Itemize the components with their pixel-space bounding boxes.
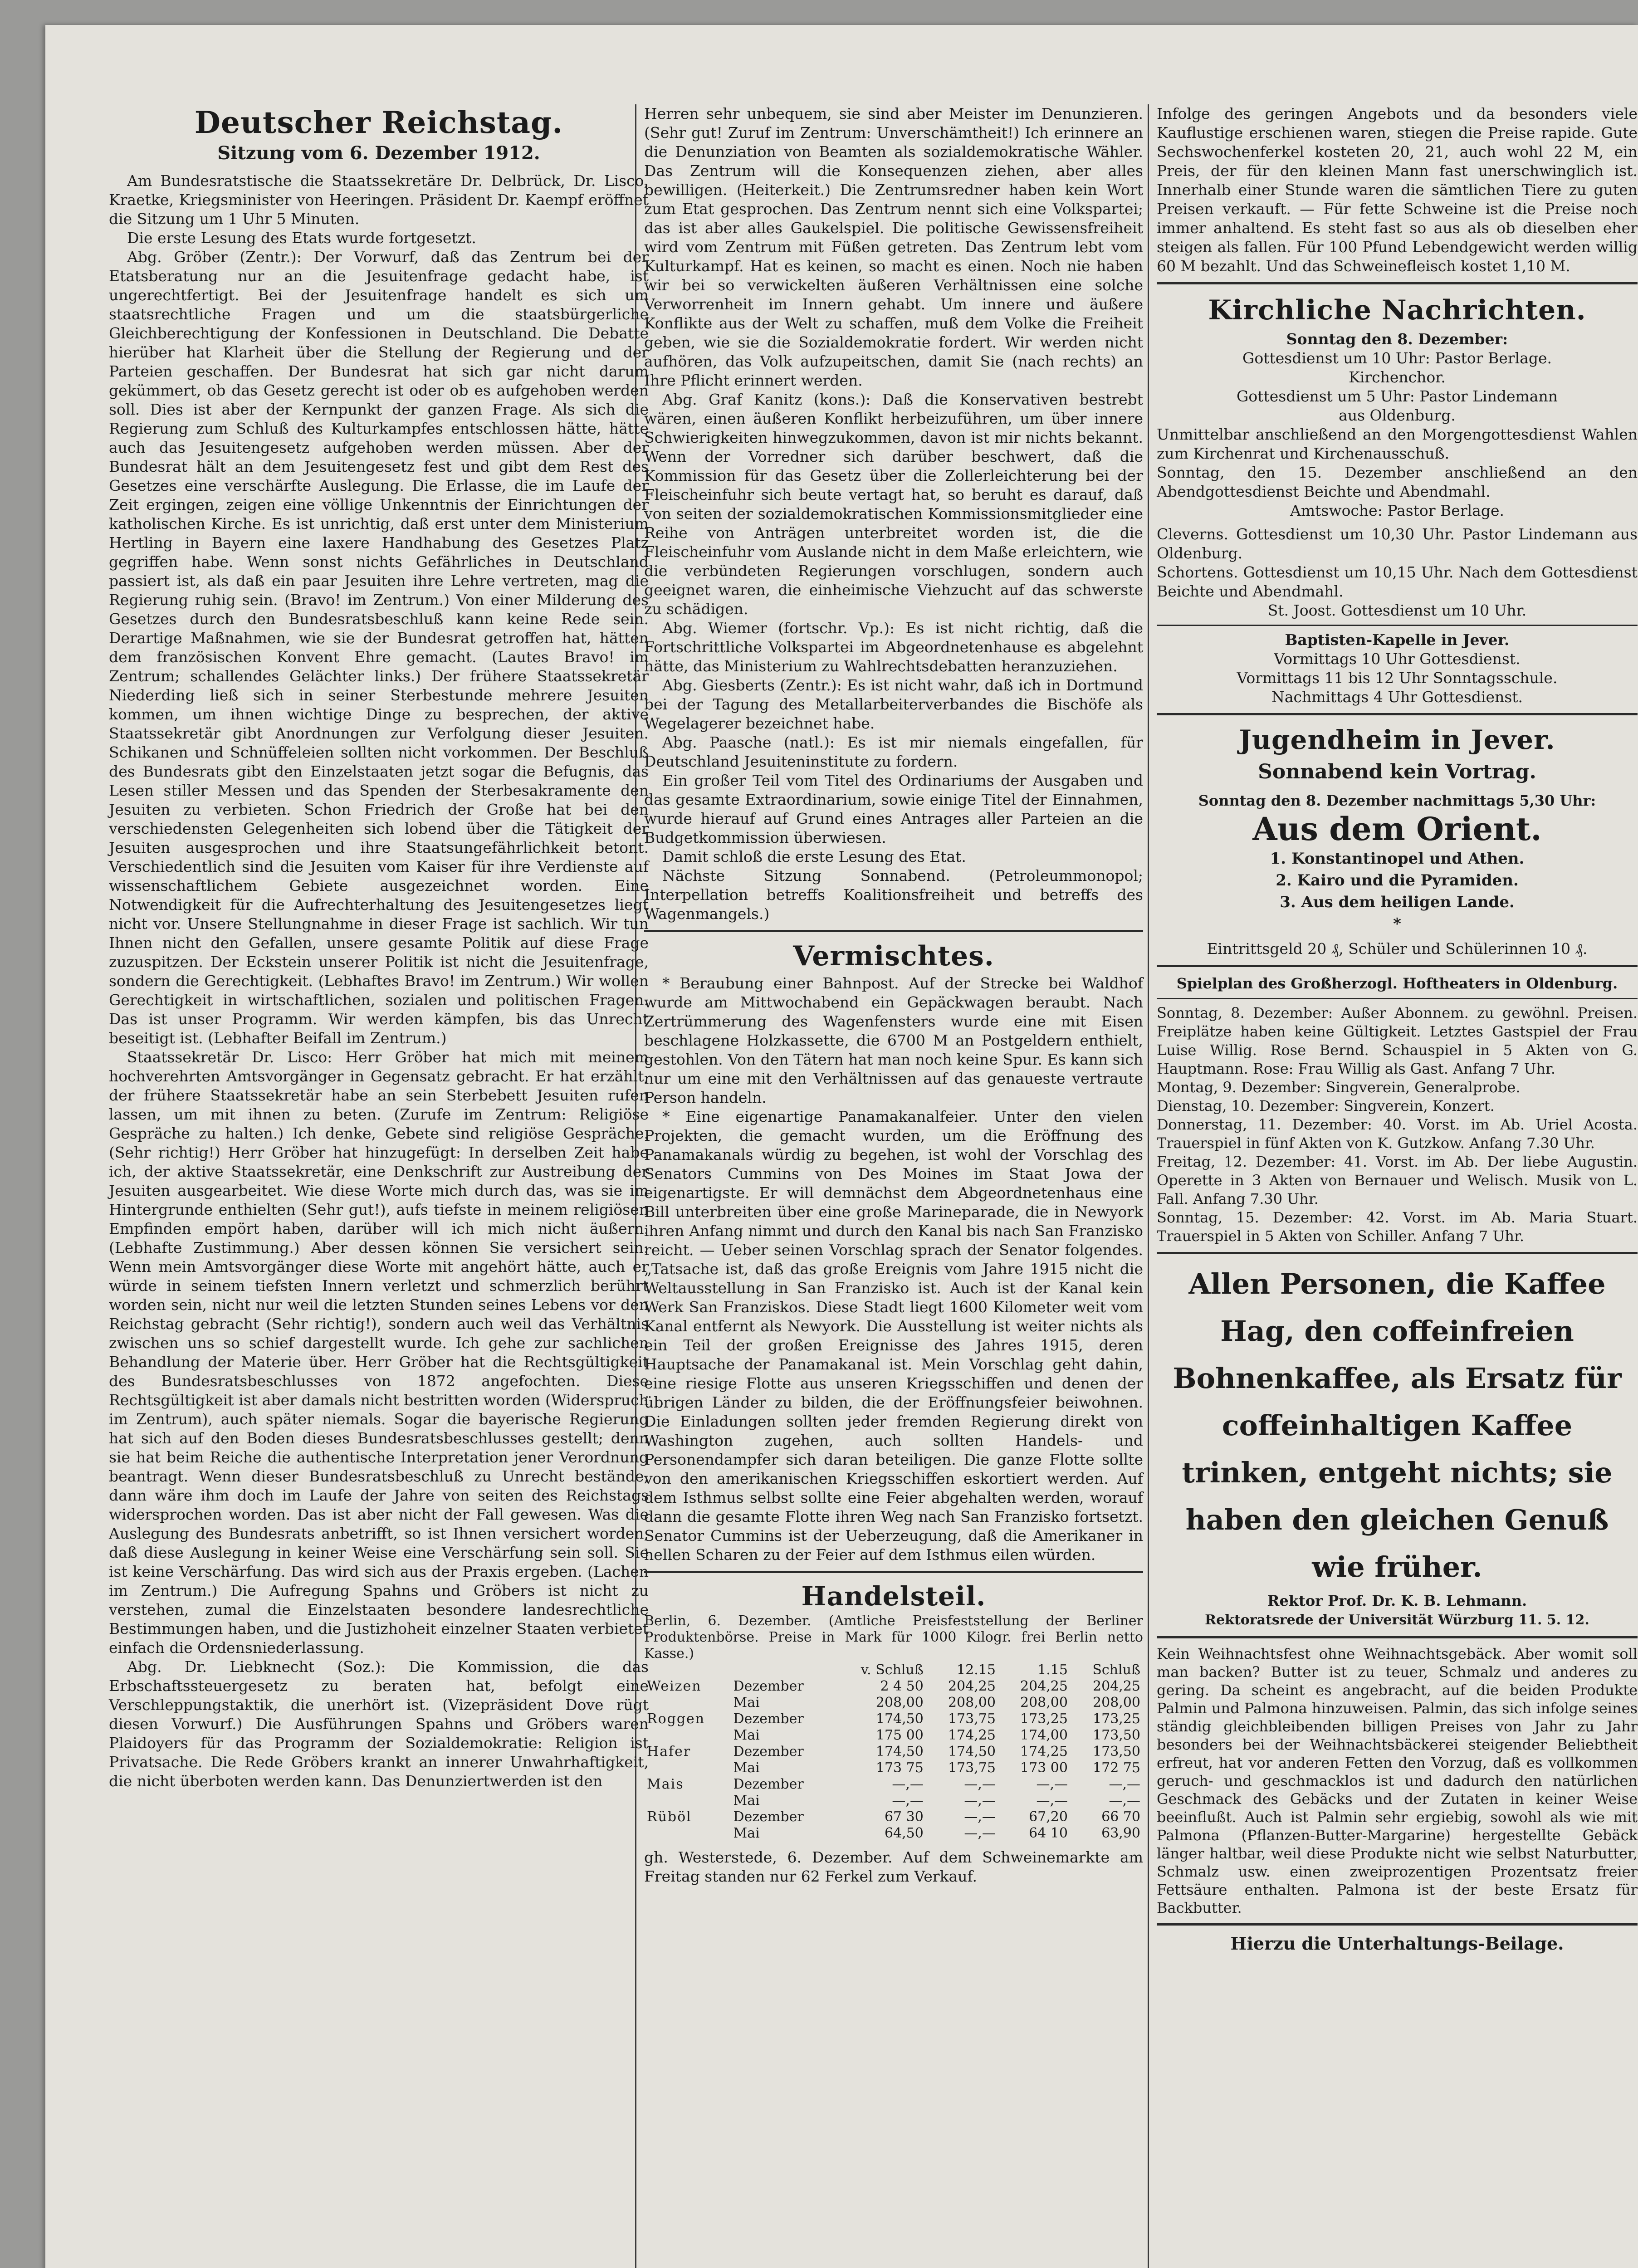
section-rule xyxy=(1157,1923,1638,1926)
section-rule xyxy=(1157,713,1638,715)
table-cell: Mai xyxy=(733,1727,760,1743)
table-cell: —,— xyxy=(964,1776,996,1792)
column-middle xyxy=(644,104,1143,1886)
paragraph: Am Bundesratstische die Staatssekretäre Dr. Delbrück, Dr. Lisco, Kraetke, Kriegsminister von Heeringen. Präsident Dr. Kaempf eröffnet die Sitzung um 1 Uhr 5 Minuten. xyxy=(109,172,649,228)
handel-intro: Berlin, 6. Dezember. (Amtliche Preisfeststellung der Berliner Produktenbörse. Preise in Mark für 1000 Kilogr. frei Berlin netto Kasse.) xyxy=(644,1613,1143,1662)
paragraph: Abg. Giesberts (Zentr.): Es ist nicht wahr, daß ich in Dortmund bei der Tagung des Metallarbeiterverbandes die Bischöfe als Wegelagerer bezeichnet habe. xyxy=(644,676,1143,732)
notice-line: Amtswoche: Pastor Berlage. xyxy=(1290,502,1504,519)
notice-line: Gottesdienst um 10 Uhr: Pastor Berlage. xyxy=(1242,349,1552,367)
table-cell: 208,00 xyxy=(1020,1695,1068,1711)
article-subtitle: Sitzung vom 6. Dezember 1912. xyxy=(217,142,540,164)
column-reichstag xyxy=(109,104,649,1791)
ad-list-item: 3. Aus dem heiligen Lande. xyxy=(1280,893,1515,911)
table-header: 1.15 xyxy=(1037,1662,1068,1678)
schedule-entry: Freitag, 12. Dezember: 41. Vorst. im Ab. Der liebe Augustin. Operette in 3 Akten von Bernauer und Welisch. Musik von L. Fall. Anfang 7.30 Uhr. xyxy=(1157,1153,1638,1207)
table-cell: 173,50 xyxy=(1093,1727,1140,1743)
kaffee-hag-ad: Allen Personen, die Kaffee Hag, den coffeinfreien Bohnenkaffee, als Ersatz für coffeinhaltigen Kaffee trinken, entgeht nichts; sie haben den gleichen Genuß wie früher. xyxy=(1173,1267,1622,1584)
table-cell: Hafer xyxy=(647,1744,691,1760)
section-rule xyxy=(1157,965,1638,967)
notice-line: Cleverns. Gottesdienst um 10,30 Uhr. Pastor Lindemann aus Oldenburg. xyxy=(1157,525,1638,562)
schedule-entry: Sonntag, 15. Dezember: 42. Vorst. im Ab. Maria Stuart. Trauerspiel in 5 Akten von Schiller. Anfang 7 Uhr. xyxy=(1157,1209,1638,1245)
table-cell: 67 30 xyxy=(884,1809,924,1825)
paragraph: * Beraubung einer Bahnpost. Auf der Strecke bei Waldhof wurde am Mittwochabend ein Gepäckwagen beraubt. Nach Zertrümmerung des Wagenfensters wurde eine mit Eisen beschlagene Holzkassette, die 6700 M an Postgeldern enthielt, gestohlen. Von den Tätern hat man noch keine Spur. Es kann sich nur um eine mit den Verhältnissen auf das genaueste vertraute Person handeln. xyxy=(644,974,1143,1106)
schedule-entry: Dienstag, 10. Dezember: Singverein, Konzert. xyxy=(1157,1097,1495,1114)
table-cell: Mai xyxy=(733,1793,760,1809)
table-cell: 174,25 xyxy=(948,1727,996,1743)
ad-headline: Aus dem Orient. xyxy=(1252,810,1542,848)
ad-date: Sonntag den 8. Dezember nachmittags 5,30 Uhr: xyxy=(1198,792,1596,809)
table-cell: 208,00 xyxy=(875,1695,924,1711)
table-row xyxy=(644,1695,1143,1711)
table-row xyxy=(644,1727,1143,1744)
notice-line: Vormittags 11 bis 12 Uhr Sonntagsschule. xyxy=(1237,669,1558,687)
column-right xyxy=(1157,104,1638,1955)
table-cell: 204,25 xyxy=(948,1678,996,1694)
table-cell: Dezember xyxy=(733,1776,804,1792)
notice-line: Gottesdienst um 5 Uhr: Pastor Lindemann xyxy=(1237,387,1558,405)
ad-star: * xyxy=(1393,915,1401,933)
table-row xyxy=(644,1711,1143,1727)
table-header: 12.15 xyxy=(957,1662,996,1678)
newspaper-page xyxy=(45,25,1638,2268)
table-header-row xyxy=(644,1662,1143,1678)
table-cell: 173,75 xyxy=(948,1711,996,1727)
vermischtes-body xyxy=(644,974,1143,1564)
paragraph: Abg. Gröber (Zentr.): Der Vorwurf, daß das Zentrum bei der Etatsberatung nur an die Jesuitenfrage gedacht habe, ist ungerechtfertigt. Bei der Jesuitenfrage handelt es sich um staatsrechtliche Fragen und um die staatsbürgerliche Gleichberechtigung der Konfessionen in Deutschland. Die Debatte hierüber hat Klarheit über die Stellung der Regierung und der Parteien geschaffen. Der Bundesrat hat sich gar nicht darum gekümmert, ob das Gesetz gerecht ist oder ob es aufgehoben werden soll. Dies ist aber der Kernpunkt der ganzen Frage. Als sich die Regierung zum Schluß des Kulturkampfes entschlossen hätte, hätte auch das Jesuitengesetz aufgehoben werden müssen. Aber der Bundesrat hält an dem Jesuitengesetz fest und gibt dem Rest des Gesetzes eine verschärfte Auslegung. Die Erlasse, die im Laufe der Zeit ergingen, zeigen eine völlige Unkenntnis der Einrichtungen der katholischen Kirche. Es ist unrichtig, daß erst unter dem Ministerium Hertling in Bayern eine laxere Handhabung des Gesetzes Platz gegriffen habe. Wenn sonst nichts Gefährliches in Deutschland passiert ist, als daß ein paar Jesuiten ihre Lehre vertreten, mag die Regierung ruhig sein. (Bravo! im Zentrum.) Von einer Milderung des Gesetzes durch den Bundesratsbeschluß kann keine Rede sein. Derartige Maßnahmen, wie sie der Bundesrat getroffen hat, hätten dem französischen Konvent Ehre gemacht. (Lautes Bravo! im Zentrum; schallendes Gelächter links.) Der frühere Staatssekretär Niederding ließ sich in seiner Sterbestunde mehrere Jesuiten kommen, um ihnen wichtige Dinge zu besprechen, der aktive Staatssekretär gibt Anordnungen zur Verfolgung dieser Jesuiten. Schikanen und Schnüffeleien sollten nicht vorkommen. Der Beschluß des Bundesrats gibt den Einzelstaaten jetzt sogar die Befugnis, das Lesen stiller Messen und das Spenden der Sterbesakramente den Jesuiten zu verbieten. Schon Friedrich der Große hat bei den verschiedensten Gelegenheiten sich lobend über die Tätigkeit der Jesuiten ausgesprochen und ihre Staatsungefährlichkeit betont. Verschiedentlich sind die Jesuiten vom Kaiser für ihre Verdienste auf wissenschaftlichem Gebiete ausgezeichnet worden. Eine Notwendigkeit für die Aufrechterhaltung des Jesuitengesetzes liegt nicht vor. Unsere Stellungnahme in dieser Frage ist sachlich. Wir tun Ihnen nicht den Gefallen, unsere gesamte Politik auf diese Frage zuzuspitzen. Der Eckstein unserer Politik ist nicht die Jesuitenfrage, sondern die Gerechtigkeit. (Lebhaftes Bravo! im Zentrum.) Wir wollen Gerechtigkeit in wirtschaftlichen, sozialen und politischen Fragen. Das ist unser Programm. Wir werden kämpfen, bis das Unrecht beseitigt ist. (Lebhafter Beifall im Zentrum.) xyxy=(109,248,649,1047)
table-cell: Roggen xyxy=(647,1711,705,1727)
notice-line: Sonntag den 8. Dezember: xyxy=(1286,330,1508,348)
table-cell: Mai xyxy=(733,1760,760,1776)
table-cell: Rüböl xyxy=(647,1809,692,1825)
ad-title-jugendheim: Jugendheim in Jever. xyxy=(1239,724,1555,755)
schedule-entry: Sonntag, 8. Dezember: Außer Abonnem. zu gewöhnl. Preisen. Freiplätze haben keine Gültigkeit. Letztes Gastspiel der Frau Luise Willig. Rose Bernd. Schauspiel in 5 Akten von G. Hauptmann. Rose: Frau Willig als Gast. Anfang 7 Uhr. xyxy=(1157,1004,1638,1077)
table-cell: —,— xyxy=(892,1793,924,1809)
section-rule xyxy=(644,930,1143,932)
paragraph: Staatssekretär Dr. Lisco: Herr Gröber hat mich mit meinem hochverehrten Amtsvorgänger in Gegensatz gebracht. Er hat erzählt, der frühere Staatssekretär habe an sein Sterbebett Jesuiten rufen lassen, um mit ihnen zu beten. (Zurufe im Zentrum: Religiöse Gespräche zu halten.) Ich denke, Gebete sind religiöse Gespräche. (Sehr richtig!) Herr Gröber hat hinzugefügt: In derselben Zeit habe ich, der aktive Staatssekretär, eine Denkschrift zur Austreibung der Jesuiten ausgearbeitet. Wie diese Worte mich durch das, was sie im Hintergrunde enthielten (Sehr gut!), aufs tiefste in meinem religiösen Empfinden empört haben, darüber will ich mich nicht äußern. (Lebhafte Zustimmung.) Aber dessen können Sie versichert sein: Wenn mein Amtsvorgänger diese Worte mit angehört hätte, auch er würde in seinem tiefsten Innern verletzt und schmerzlich berührt worden sein, nicht nur weil die letzten Stunden seines Lebens vor den Reichstag gebracht (Sehr richtig!), sondern auch weil das Verhältnis zwischen uns so schief dargestellt wurde. Ich gehe zur sachlichen Behandlung der Materie über. Herr Gröber hat die Rechtsgültigkeit des Bundesratsbeschlusses von 1872 angefochten. Diese Rechtsgültigkeit ist aber damals nicht bestritten worden (Widerspruch im Zentrum), auch später niemals. Sogar die bayerische Regierung hat sich auf den Boden dieses Bundesratsbeschlusses gestellt; denn sie hat beim Reiche die authentische Interpretation jener Verordnung beantragt. Wenn dieser Bundesratsbeschluß zu Unrecht bestände, dann wäre ihm doch im Laufe der Jahre von seiten des Reichstags widersprochen worden. Das ist aber nicht der Fall gewesen. Was die Auslegung des Bundesrats anbetrifft, so ist Ihnen versichert worden, daß diese Auslegung in keiner Weise eine Verschärfung sein soll. Sie ist keine Verschärfung. Das wird sich aus der Praxis ergeben. (Lachen im Zentrum.) Die Aufregung Spahns und Gröbers ist nicht zu verstehen, zumal die Einzelstaaten besondere landesrechtliche Bestimmungen haben, und die Justizhoheit einzelner Staaten verbietet einfach die Ordensniederlassung. xyxy=(109,1048,649,1657)
table-cell: 173 00 xyxy=(1020,1760,1068,1776)
notice-line: Sonntag, den 15. Dezember anschließend an den Abendgottesdienst Beichte und Abendmahl. xyxy=(1157,464,1638,500)
notice-line: Schortens. Gottesdienst um 10,15 Uhr. Nach dem Gottesdienst Beichte und Abendmahl. xyxy=(1157,563,1638,600)
table-cell xyxy=(644,1793,731,1809)
table-cell: 173,25 xyxy=(1093,1711,1140,1727)
table-cell: Dezember xyxy=(733,1809,804,1825)
theater-title: Spielplan des Großherzogl. Hoftheaters in Oldenburg. xyxy=(1176,975,1618,992)
table-cell: Dezember xyxy=(733,1678,804,1694)
paragraph: Abg. Dr. Liebknecht (Soz.): Die Kommission, die das Erbschaftssteuergesetz zu beraten hat, befolgt eine Verschleppungstaktik, die unerhört ist. (Vizepräsident Dove rügt diesen Vorwurf.) Die Ausführungen Spahns und Gröbers waren Plaidoyers für das Programm der Sozialdemokratie: Religion ist Privatsache. Die Rede Gröbers krankt an innerer Unwahrhaftigkeit, die nicht überboten werden kann. Das Denunziertwerden ist den xyxy=(109,1658,649,1790)
table-cell: 63,90 xyxy=(1101,1825,1140,1841)
table-cell: 174,50 xyxy=(948,1744,996,1760)
paragraph: Herren sehr unbequem, sie sind aber Meister im Denunzieren. (Sehr gut! Zuruf im Zentrum: Unverschämtheit!) Ich erinnere an die Denunziation von Beamten als sozialdemokratische Wähler. Das Zentrum will die Konsequenzen ziehen, aber alles bewilligen. (Heiterkeit.) Die Zentrumsredner haben kein Wort zum Etat gesprochen. Das Zentrum nennt sich eine Volkspartei; das ist aber alles Gaukelspiel. Die politische Gewissensfreiheit wird vom Zentrum mit Füßen getreten. Das Zentrum lebt vom Kulturkampf. Hat es keinen, so macht es einen. Noch nie haben wir bei so verwickelten äußeren Verhältnissen eine solche Verworrenheit im Innern gehabt. Um innere und äußere Konflikte aus der Welt zu schaffen, muß dem Volke die Freiheit geben, wie sie die Sozialdemokratie fordert. Wir werden nicht aufhören, das Volk aufzupeitschen, damit Sie (nach rechts) an Ihre Pflicht erinnert werden. xyxy=(644,105,1143,389)
table-cell: 175 00 xyxy=(875,1727,924,1743)
section-title-kirchlich: Kirchliche Nachrichten. xyxy=(1208,294,1586,326)
table-cell xyxy=(644,1825,731,1842)
table-row xyxy=(644,1825,1143,1842)
notice-line: Kirchenchor. xyxy=(1349,368,1446,386)
paragraph: * Eine eigenartige Panamakanalfeier. Unter den vielen Projekten, die gemacht wurden, um die Eröffnung des Panamakanals würdig zu begehen, ist wohl der Vorschlag des Senators Cummins von Des Moines im Staat Jowa der eigenartigste. Er will demnächst dem Abgeordnetenhaus eine Bill unterbreiten über eine große Marineparade, die in Newyork ihren Anfang nimmt und durch den Kanal bis nach San Franzisko reicht. — Ueber seinen Vorschlag sprach der Senator folgendes. „Tatsache ist, daß das große Ereignis vom Jahre 1915 nicht die Weltausstellung in San Franzisko ist. Auch ist der Kanal kein Werk San Franziskos. Diese Stadt liegt 1600 Kilometer weit vom Kanal entfernt als Newyork. Die Ausstellung ist weiter nichts als ein Teil der großen Ereignisse des Jahres 1915, deren Hauptsache der Panamakanal ist. Mein Vorschlag geht dahin, eine riesige Flotte aus unseren Kriegsschiffen und denen der übrigen Länder zu bilden, die der Eröffnungsfeier beiwohnen. Die Einladungen sollten jeder fremden Regierung direkt von Washington zugehen, auch sollten Handels- und Personendampfer sich daran beteiligen. Die ganze Flotte sollte von den amerikanischen Kriegsschiffen eskortiert werden. Auf dem Isthmus selbst sollte eine Feier abgehalten werden, worauf dann die gesamte Flotte ihren Weg nach San Franzisko fortsetzt. Senator Cummins ist der Ueberzeugung, daß die Amerikaner in hellen Scharen zu der Feier auf dem Isthmus eilen würden. xyxy=(644,1108,1143,1564)
table-header xyxy=(731,1662,834,1678)
table-cell: 67,20 xyxy=(1029,1809,1068,1825)
table-cell: 204,25 xyxy=(1093,1678,1140,1694)
westerstede-report: gh. Westerstede, 6. Dezember. Auf dem Schweinemarkte am Freitag standen nur 62 Ferkel zum Verkauf. xyxy=(644,1848,1143,1885)
table-cell: 173,50 xyxy=(1093,1744,1140,1760)
table-row xyxy=(644,1760,1143,1776)
table-cell: 172 75 xyxy=(1093,1760,1140,1776)
notice-line: Nachmittags 4 Uhr Gottesdienst. xyxy=(1271,688,1523,706)
table-cell: 174,25 xyxy=(1020,1744,1068,1760)
table-cell: 208,00 xyxy=(1093,1695,1140,1711)
divider xyxy=(1157,998,1638,999)
table-cell: —,— xyxy=(892,1776,924,1792)
table-cell: Mai xyxy=(733,1695,760,1711)
ad-subtitle: Sonnabend kein Vortrag. xyxy=(1258,760,1536,783)
church-notices xyxy=(1157,330,1638,707)
table-cell: —,— xyxy=(1036,1776,1068,1792)
section-rule xyxy=(644,1571,1143,1573)
table-cell: Dezember xyxy=(733,1711,804,1727)
article-body xyxy=(109,171,649,1791)
paragraph: Abg. Paasche (natl.): Es ist mir niemals eingefallen, für Deutschland Jesuiteninstitute zu fordern. xyxy=(644,733,1143,770)
table-row xyxy=(644,1678,1143,1695)
table-cell: 208,00 xyxy=(948,1695,996,1711)
table-cell: 66 70 xyxy=(1101,1809,1140,1825)
section-title-handel: Handelsteil. xyxy=(801,1581,986,1612)
table-cell: 2 4 50 xyxy=(880,1678,924,1694)
section-title-vermischtes: Vermischtes. xyxy=(793,940,994,972)
notice-line: Unmittelbar anschließend an den Morgengottesdienst Wahlen zum Kirchenrat und Kirchenausschuß. xyxy=(1157,425,1638,462)
table-row xyxy=(644,1744,1143,1760)
table-cell: Weizen xyxy=(647,1678,702,1694)
schedule-entry: Donnerstag, 11. Dezember: 40. Vorst. im Ab. Uriel Acosta. Trauerspiel in fünf Akten von K. Gutzkow. Anfang 7.30 Uhr. xyxy=(1157,1116,1638,1152)
section-rule xyxy=(1157,1252,1638,1254)
table-cell: 174,50 xyxy=(875,1711,924,1727)
table-cell: Mai xyxy=(733,1825,760,1841)
table-cell: Mais xyxy=(647,1776,684,1792)
palmin-ad: Kein Weihnachtsfest ohne Weihnachtsgebäck. Aber womit soll man backen? Butter ist zu teuer, Schmalz und anderes zu gering. Da scheint es angebracht, auf die beiden Produkte Palmin und Palmona hinzuweisen. Palmin, das sich infolge seines ständig gleichbleibenden billigen Preises von Jahr zu Jahr besonders bei der Weihnachtsbäckerei steigender Beliebtheit erfreut, hat vor anderen Fetten den Vorzug, daß es vollkommen geruch- und geschmacklos ist und dadurch den natürlichen Geschmack des Gebäcks und der Zutaten in keiner Weise beeinflußt. Auch ist Palmin sehr ergiebig, sowohl als wie mit Palmona (Pflanzen-Butter-Margarine) hergestellte Gebäck länger haltbar, weil diese Produkte nicht wie selbst Naturbutter, Schmalz usw. einen zweiprozentigen Prozentsatz freier Fettsäure enthalten. Palmona ist der beste Ersatz für Backbutter. xyxy=(1157,1645,1638,1916)
table-cell: —,— xyxy=(1109,1776,1140,1792)
table-cell: —,— xyxy=(964,1793,996,1809)
table-cell: 64,50 xyxy=(884,1825,924,1841)
table-cell: 173 75 xyxy=(875,1760,924,1776)
section-rule xyxy=(1157,282,1638,284)
table-cell xyxy=(644,1695,731,1711)
paragraph: Abg. Wiemer (fortschr. Vp.): Es ist nicht richtig, daß die Fortschrittliche Volkspartei im Abgeordnetenhause es abgelehnt hätte, das Ministerium zu Wahlrechtsdebatten heranzuziehen. xyxy=(644,619,1143,675)
table-cell: —,— xyxy=(1109,1793,1140,1809)
table-cell: 174,00 xyxy=(1020,1727,1068,1743)
table-cell: 174,50 xyxy=(875,1744,924,1760)
article-title: Deutscher Reichstag. xyxy=(194,105,563,140)
table-cell: —,— xyxy=(964,1825,996,1841)
notice-line: Vormittags 10 Uhr Gottesdienst. xyxy=(1274,650,1521,668)
schedule-entry: Montag, 9. Dezember: Singverein, Generalprobe. xyxy=(1157,1079,1521,1096)
ad-fee: Eintrittsgeld 20 ₰, Schüler und Schülerinnen 10 ₰. xyxy=(1207,940,1588,958)
table-row xyxy=(644,1809,1143,1825)
ad-list-item: 1. Konstantinopel und Athen. xyxy=(1270,850,1525,868)
table-cell: 173,25 xyxy=(1020,1711,1068,1727)
divider xyxy=(1157,625,1638,626)
ad-author: Rektor Prof. Dr. K. B. Lehmann. xyxy=(1267,1592,1527,1609)
table-cell xyxy=(644,1760,731,1776)
notice-line: aus Oldenburg. xyxy=(1339,406,1456,424)
table-cell: Dezember xyxy=(733,1744,804,1760)
paragraph: Nächste Sitzung Sonnabend. (Petroleummonopol; Interpellation betreffs Koalitionsfreiheit und betreffs des Wagenmangels.) xyxy=(644,867,1143,923)
ad-list xyxy=(1157,848,1638,935)
paragraph: Abg. Graf Kanitz (kons.): Daß die Konservativen bestrebt wären, einen äußeren Konflikt herbeizuführen, um über innere Schwierigkeiten hinwegzukommen, davon ist mir nichts bekannt. Wenn der Vorredner sich darüber beschwert, daß die Kommission für das Gesetz über die Zollerleichterung bei der Fleischeinfuhr sich beute vertagt hat, so beruht es darauf, daß von seiten der sozialdemokratischen Kommissionsmitglieder eine Reihe von Anträgen unterbreitet worden ist, die die Fleischeinfuhr vom Auslande nicht in dem Maße erleichtern, wie die verbündeten Regierungen vorschlugen, sondern auch geeignet waren, die einheimische Viehzucht auf das schwerste zu schädigen. xyxy=(644,391,1143,618)
price-table xyxy=(644,1662,1143,1842)
ad-list-item: 2. Kairo und die Pyramiden. xyxy=(1276,871,1519,890)
paragraph: Damit schloß die erste Lesung des Etat. xyxy=(662,848,966,865)
table-cell: 173,75 xyxy=(948,1760,996,1776)
table-cell: —,— xyxy=(964,1809,996,1825)
table-header xyxy=(644,1662,731,1678)
notice-line: St. Joost. Gottesdienst um 10 Uhr. xyxy=(1267,601,1527,619)
table-row xyxy=(644,1793,1143,1809)
notice-line: Baptisten-Kapelle in Jever. xyxy=(1285,631,1510,649)
paragraph: Die erste Lesung des Etats wurde fortgesetzt. xyxy=(127,229,476,247)
article-continuation xyxy=(644,104,1143,924)
table-cell: —,— xyxy=(1036,1793,1068,1809)
table-header: Schluß xyxy=(1092,1662,1140,1678)
table-cell: 204,25 xyxy=(1020,1678,1068,1694)
column-rule xyxy=(1148,104,1149,2268)
table-row xyxy=(644,1776,1143,1793)
table-cell xyxy=(644,1727,731,1744)
ad-source: Rektoratsrede der Universität Würzburg 11. 5. 12. xyxy=(1205,1612,1589,1628)
supplement-note: Hierzu die Unterhaltungs-Beilage. xyxy=(1230,1933,1564,1954)
table-header: v. Schluß xyxy=(861,1662,924,1678)
section-rule xyxy=(1157,1636,1638,1638)
paragraph: Ein großer Teil vom Titel des Ordinariums der Ausgaben und das gesamte Extraordinarium, sowie einige Titel der Einnahmen, wurde hierauf auf Grund eines Antrages aller Parteien an die Budgetkommission überwiesen. xyxy=(644,772,1143,846)
table-cell: 64 10 xyxy=(1029,1825,1068,1841)
market-continuation: Infolge des geringen Angebots und da besonders viele Kauflustige erschienen waren, stiegen die Preise rapide. Gute Sechswochenferkel kosteten 20, 21, auch wohl 22 M, ein Preis, der für den kleinen Mann fast unerschwinglich ist. Innerhalb einer Stunde waren die sämtlichen Tiere zu guten Preisen verkauft. — Für fette Schweine ist die Preise noch immer anhaltend. Es steht fast so aus als ob dieselben eher steigen als fallen. Für 100 Pfund Lebendgewicht werden willig 60 M bezahlt. Und das Schweinefleisch kostet 1,10 M. xyxy=(1157,105,1638,275)
theater-schedule xyxy=(1157,1004,1638,1246)
